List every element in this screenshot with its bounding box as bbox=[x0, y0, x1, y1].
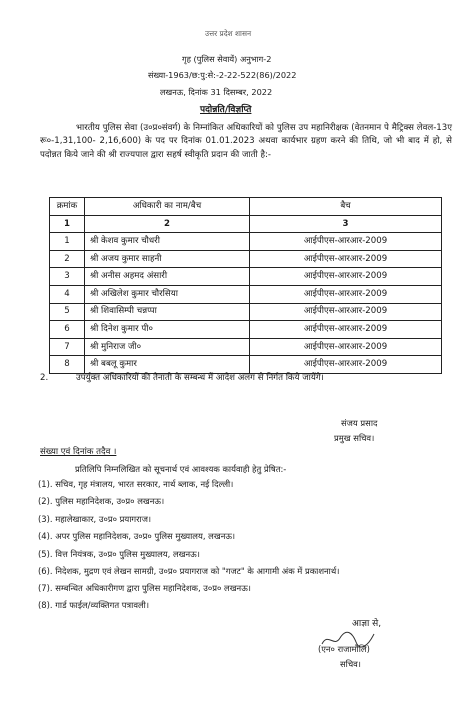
list-number: (3). bbox=[38, 514, 53, 524]
list-number: (7). bbox=[38, 583, 53, 593]
list-text: अपर पुलिस महानिदेशक, उ०प्र० पुलिस मुख्यालय, लखनऊ। bbox=[55, 531, 236, 541]
name-cell: श्री बबलू कुमार bbox=[85, 356, 250, 374]
table-header-row bbox=[50, 198, 442, 216]
column-number: 2 bbox=[85, 215, 250, 233]
name-cell: श्री केशव कुमार चौधरी bbox=[85, 233, 250, 251]
table-row bbox=[50, 356, 442, 374]
list-text: महालेखाकार, उ०प्र० प्रयागराज। bbox=[55, 514, 152, 524]
list-item bbox=[38, 514, 151, 525]
department-line: गृह (पुलिस सेवायें) अनुभाग-2 bbox=[182, 54, 272, 64]
list-number: (1). bbox=[38, 479, 53, 489]
place-date: लखनऊ, दिनांक 31 दिसम्बर, 2022 bbox=[160, 87, 273, 97]
table-row bbox=[50, 250, 442, 268]
name-cell: श्री दिनेश कुमार पी० bbox=[85, 321, 250, 339]
list-item bbox=[38, 549, 200, 560]
column-number: 1 bbox=[50, 215, 85, 233]
list-number: (5). bbox=[38, 549, 53, 559]
list-text: निदेशक, मुद्रण एवं लेखन सामग्री, उ०प्र० प्रयागराज को "गजट" के आगामी अंक में प्रकाशनार्थ। bbox=[55, 566, 340, 576]
table-row bbox=[50, 321, 442, 339]
signatory-name: संजय प्रसाद bbox=[341, 418, 378, 428]
body-paragraph: भारतीय पुलिस सेवा (उ०प्र०संवर्ग) के निम्नांकित अधिकारियों को पुलिस उप महानिरीक्षक (वेतनमान पे मैट्रिक्स लेवल-13ए रू०-1,31,100- 2,16,600) के पद पर दिनांक 01.01.2023 अथवा कार्यभार ग्रहण करने की तिथि, जो भी बाद में हो, से पदोन्नत किये जाने की श्री राज्यपाल द्वारा सहर्ष स्वीकृति प्रदान की जाती है:- bbox=[40, 123, 452, 160]
list-text: पुलिस महानिदेशक, उ०प्र० लखनऊ। bbox=[55, 496, 165, 506]
batch-cell: आईपीएस-आरआर-2009 bbox=[250, 268, 442, 286]
table-row bbox=[50, 285, 442, 303]
copy-heading: संख्या एवं दिनांक तदैव । bbox=[40, 447, 117, 457]
document-title: पदोन्नति/विज्ञप्ति bbox=[200, 105, 252, 115]
table-row bbox=[50, 233, 442, 251]
list-number: (8). bbox=[38, 600, 53, 610]
serial-cell: 5 bbox=[50, 303, 85, 321]
list-item bbox=[38, 566, 339, 577]
serial-cell: 2 bbox=[50, 250, 85, 268]
copy-intro: प्रतिलिपि निम्नलिखित को सूचनार्थ एवं आवश्यक कार्यवाही हेतु प्रेषित:- bbox=[75, 464, 287, 474]
point-text: उपर्युक्त अधिकारियों की तैनाती के सम्बन्ध में आदेश अलग से निर्गत किये जायेंगे। bbox=[76, 373, 324, 383]
name-cell: श्री अजय कुमार साहनी bbox=[85, 250, 250, 268]
list-item bbox=[38, 496, 164, 507]
serial-cell: 8 bbox=[50, 356, 85, 374]
list-number: (4). bbox=[38, 531, 53, 541]
header-officer-name: अधिकारी का नाम/बैच bbox=[85, 198, 250, 216]
list-number: (6). bbox=[38, 566, 53, 576]
list-text: सम्बन्धित अधिकारीगण द्वारा पुलिस महानिदेशक, उ०प्र० लखनऊ। bbox=[55, 583, 251, 593]
batch-cell: आईपीएस-आरआर-2009 bbox=[250, 285, 442, 303]
list-item bbox=[38, 479, 233, 490]
name-cell: श्री अखिलेश कुमार चौरसिया bbox=[85, 285, 250, 303]
table-row bbox=[50, 268, 442, 286]
govt-heading: उत्तर प्रदेश शासन bbox=[205, 29, 252, 38]
header-serial: क्रमांक bbox=[50, 198, 85, 216]
list-item bbox=[38, 600, 149, 611]
batch-cell: आईपीएस-आरआर-2009 bbox=[250, 250, 442, 268]
table-row bbox=[50, 338, 442, 356]
signatory-designation: प्रमुख सचिव। bbox=[334, 433, 375, 443]
by-order: आज्ञा से, bbox=[352, 619, 382, 629]
header-batch: बैच bbox=[250, 198, 442, 216]
serial-cell: 7 bbox=[50, 338, 85, 356]
secretary-name: (एन० राजामौलि) bbox=[318, 644, 370, 654]
batch-cell: आईपीएस-आरआर-2009 bbox=[250, 338, 442, 356]
batch-cell: आईपीएस-आरआर-2009 bbox=[250, 233, 442, 251]
reference-number: संख्या-1963/छ:पु:से:-2-22-522(86)/2022 bbox=[148, 70, 297, 80]
name-cell: श्री अनीस अहमद अंसारी bbox=[85, 268, 250, 286]
serial-cell: 6 bbox=[50, 321, 85, 339]
serial-cell: 3 bbox=[50, 268, 85, 286]
batch-cell: आईपीएस-आरआर-2009 bbox=[250, 303, 442, 321]
list-number: (2). bbox=[38, 496, 53, 506]
table-row bbox=[50, 303, 442, 321]
list-text: वित्त नियंत्रक, उ०प्र० पुलिस मुख्यालय, लखनऊ। bbox=[55, 549, 200, 559]
serial-cell: 4 bbox=[50, 285, 85, 303]
name-cell: श्री शिवासिम्पी चन्नप्पा bbox=[85, 303, 250, 321]
serial-cell: 1 bbox=[50, 233, 85, 251]
table-number-row bbox=[50, 215, 442, 233]
column-number: 3 bbox=[250, 215, 442, 233]
point-number: 2. bbox=[40, 373, 49, 383]
batch-cell: आईपीएस-आरआर-2009 bbox=[250, 321, 442, 339]
secretary-designation: सचिव। bbox=[340, 659, 361, 669]
list-item bbox=[38, 531, 235, 542]
list-text: सचिव, गृह मंत्रालय, भारत सरकार, नार्थ ब्लाक, नई दिल्ली। bbox=[55, 479, 234, 489]
list-item bbox=[38, 583, 251, 594]
list-text: गार्ड फाईल/व्यक्तिगत पत्रावली। bbox=[55, 600, 149, 610]
batch-cell: आईपीएस-आरआर-2009 bbox=[250, 356, 442, 374]
officers-table bbox=[49, 197, 442, 374]
name-cell: श्री मुनिराज जी० bbox=[85, 338, 250, 356]
